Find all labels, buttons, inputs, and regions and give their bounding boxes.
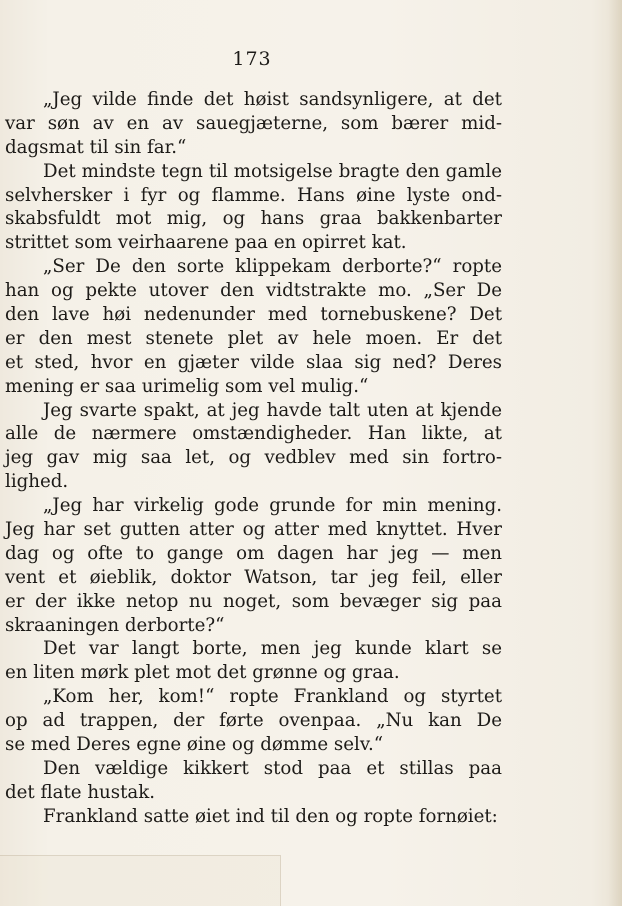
- text-line: dag og ofte to gange om dagen har jeg — men: [5, 542, 502, 564]
- text-line: Jeg har set gutten atter og atter med knyttet. Hver: [5, 519, 502, 541]
- text-line: en liten mørk plet mot det grønne og graa.: [5, 662, 400, 684]
- page-edge-shadow: [608, 0, 622, 906]
- page-number: 173: [232, 48, 272, 70]
- text-line: lighed.: [5, 471, 69, 493]
- text-line: Jeg svarte spakt, at jeg havde talt uten at kjende: [43, 399, 502, 421]
- text-line: selvhersker i fyr og flamme. Hans øine lyste ond-: [5, 184, 502, 206]
- text-line: Frankland satte øiet ind til den og ropte fornøiet:: [43, 805, 498, 827]
- text-line: skabsfuldt mot mig, og hans graa bakkenbarter: [5, 208, 502, 230]
- text-line: „Jeg vilde finde det høist sandsynligere, at det: [43, 89, 502, 110]
- page-corner-shadow: [0, 855, 281, 906]
- text-line: jeg gav mig saa let, og vedblev med sin fortro-: [5, 447, 502, 469]
- text-line: et sted, hvor en gjæter vilde slaa sig ned? Deres: [5, 351, 502, 373]
- text-line: vent et øieblik, doktor Watson, tar jeg feil, eller: [5, 566, 502, 588]
- text-line: er den mest stenete plet av hele moen. Er det: [5, 327, 502, 349]
- text-line: „Kom her, kom!“ ropte Frankland og styrtet: [43, 686, 502, 708]
- text-line: var søn av en av sauegjæterne, som bærer mid-: [5, 112, 502, 134]
- text-line: er der ikke netop nu noget, som bevæger sig paa: [5, 590, 502, 612]
- text-line: strittet som veirhaarene paa en opirret kat.: [5, 232, 407, 254]
- text-line: Den vældige kikkert stod paa et stillas paa: [43, 757, 502, 779]
- text-line: „Ser De den sorte klippekam derborte?“ ropte: [43, 256, 502, 278]
- body-text: [5, 88, 502, 829]
- text-line: Det var langt borte, men jeg kunde klart se: [43, 638, 502, 660]
- text-line: skraaningen derborte?“: [5, 614, 225, 636]
- text-line: „Jeg har virkelig gode grunde for min mening.: [43, 495, 502, 517]
- text-line: alle de nærmere omstændigheder. Han likte, at: [5, 423, 502, 445]
- text-line: den lave høi nedenunder med tornebuskene? Det: [5, 304, 502, 326]
- text-line: han og pekte utover den vidtstrakte mo. „Ser De: [5, 280, 502, 302]
- text-line: det flate hustak.: [5, 781, 156, 803]
- text-line: Det mindste tegn til motsigelse bragte den gamle: [43, 160, 502, 182]
- text-line: op ad trappen, der førte ovenpaa. „Nu kan De: [5, 710, 502, 732]
- text-line: mening er saa urimelig som vel mulig.“: [5, 375, 369, 397]
- text-line: se med Deres egne øine og dømme selv.“: [5, 734, 384, 756]
- text-line: dagsmat til sin far.“: [5, 136, 187, 158]
